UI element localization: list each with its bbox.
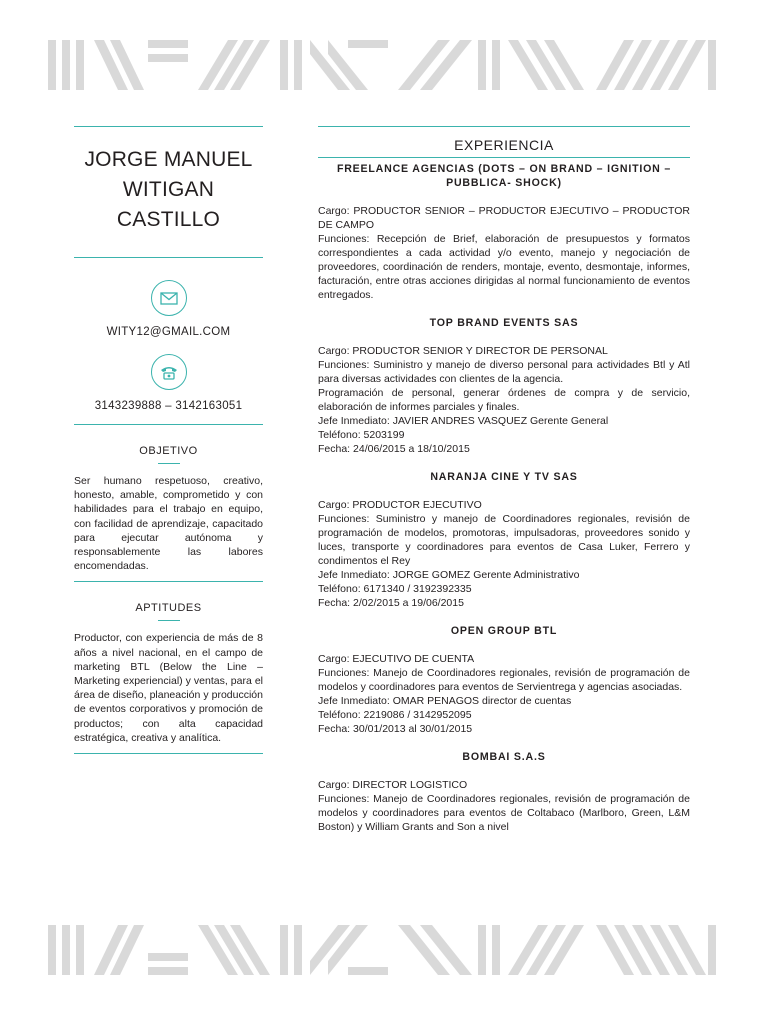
- job-detail: Cargo: PRODUCTOR EJECUTIVO: [318, 499, 482, 511]
- objetivo-text: Ser humano respetuoso, creativo, honesto, amable, comprometido y con habilidades para el trabajo en equipo, con facilidad de aprendizaje, capacitado para ejecutar autónoma y responsablemente las labores encomendadas.: [74, 475, 263, 573]
- job-detail: Cargo: PRODUCTOR SENIOR – PRODUCTOR EJECUTIVO – PRODUCTOR DE CAMPO: [318, 205, 690, 231]
- decorative-pattern-bottom: [48, 925, 718, 975]
- divider: [74, 753, 263, 754]
- job-detail: Funciones: Recepción de Brief, elaboración de presupuestos y formatos correspondientes a cada actividad y/o evento, manejo y negociación de proveedores, coordinación de renders, montaje, evento, desmontaje, informes, facturación, entre otras acciones dirigidas al normal funcionamiento de eventos entregados.: [318, 233, 690, 301]
- aptitudes-text: Productor, con experiencia de más de 8 años a nivel nacional, en el campo de marketing BTL (Below the Line –Marketing experiencial) y ventas, para el área de diseño, planeación y producción de eventos corporativos y promoción de productos; con alta capacidad estratégica, creativa y analítica.: [74, 632, 263, 744]
- job-detail: Jefe Inmediato: OMAR PENAGOS director de cuentas: [318, 695, 572, 707]
- email-text: WITY12@GMAIL.COM: [106, 326, 231, 338]
- job-detail: Programación de personal, generar órdenes de compra y de servicio, elaboración de informes parciales y finales.: [318, 387, 690, 413]
- divider: [318, 126, 690, 127]
- job-detail: Cargo: EJECUTIVO DE CUENTA: [318, 653, 475, 665]
- job-detail: Fecha: 30/01/2013 al 30/01/2015: [318, 723, 473, 735]
- job-detail: Fecha: 24/06/2015 a 18/10/2015: [318, 443, 470, 455]
- experience-title: EXPERIENCIA: [454, 137, 554, 153]
- job-detail: Fecha: 2/02/2015 a 19/06/2015: [318, 597, 464, 609]
- job-detail: Funciones: Suministro y manejo de Coordinadores regionales, revisión de programación de modelos, promotoras, impulsadoras, proveedores sonido y luces, transporte y coordinadores para eventos de Casa Luker, Ferrero y condimentos el Rey: [318, 513, 690, 567]
- company-name: TOP BRAND EVENTS SAS: [429, 317, 579, 329]
- company-name: NARANJA CINE Y TV SAS: [430, 471, 578, 483]
- company-name: FREELANCE AGENCIAS (DOTS – ON BRAND – IGNITION – PUBBLICA- SHOCK): [336, 163, 672, 189]
- experience-column: [318, 126, 690, 834]
- decorative-pattern-top: [48, 40, 718, 90]
- company-name: BOMBAI S.A.S: [462, 751, 546, 763]
- candidate-name: JORGE MANUEL WITIGAN CASTILLO: [84, 148, 253, 231]
- telephone-icon: [151, 354, 187, 390]
- job-detail: Jefe Inmediato: JORGE GOMEZ Gerente Administrativo: [318, 569, 580, 581]
- phone-text: 3143239888 – 3142163051: [94, 400, 243, 412]
- job-detail: Cargo: PRODUCTOR SENIOR Y DIRECTOR DE PERSONAL: [318, 345, 608, 357]
- job-detail: Jefe Inmediato: JAVIER ANDRES VASQUEZ Gerente General: [318, 415, 609, 427]
- envelope-icon: [151, 280, 187, 316]
- company-name: OPEN GROUP BTL: [450, 625, 558, 637]
- aptitudes-title: APTITUDES: [135, 602, 202, 615]
- left-column: [74, 126, 263, 754]
- job-detail: Funciones: Manejo de Coordinadores regionales, revisión de programación de modelos y coordinadores para eventos de Coltabaco (Marlboro, Green, L&M Boston) y William Grants and Son a nivel: [318, 793, 690, 833]
- job-detail: Cargo: DIRECTOR LOGISTICO: [318, 779, 468, 791]
- job-detail: Funciones: Suministro y manejo de diverso personal para actividades Btl y Atl para diversas actividades con clientes de la agencia.: [318, 359, 690, 385]
- divider: [74, 126, 263, 127]
- job-detail: Teléfono: 5203199: [318, 429, 405, 441]
- job-detail: Funciones: Manejo de Coordinadores regionales, revisión de programación de modelos y coordinadores para eventos de Servientrega y agencias asociadas.: [318, 667, 690, 693]
- job-detail: Teléfono: 2219086 / 3142952095: [318, 709, 472, 721]
- job-detail: Teléfono: 6171340 / 3192392335: [318, 583, 472, 595]
- objetivo-title: OBJETIVO: [139, 445, 198, 457]
